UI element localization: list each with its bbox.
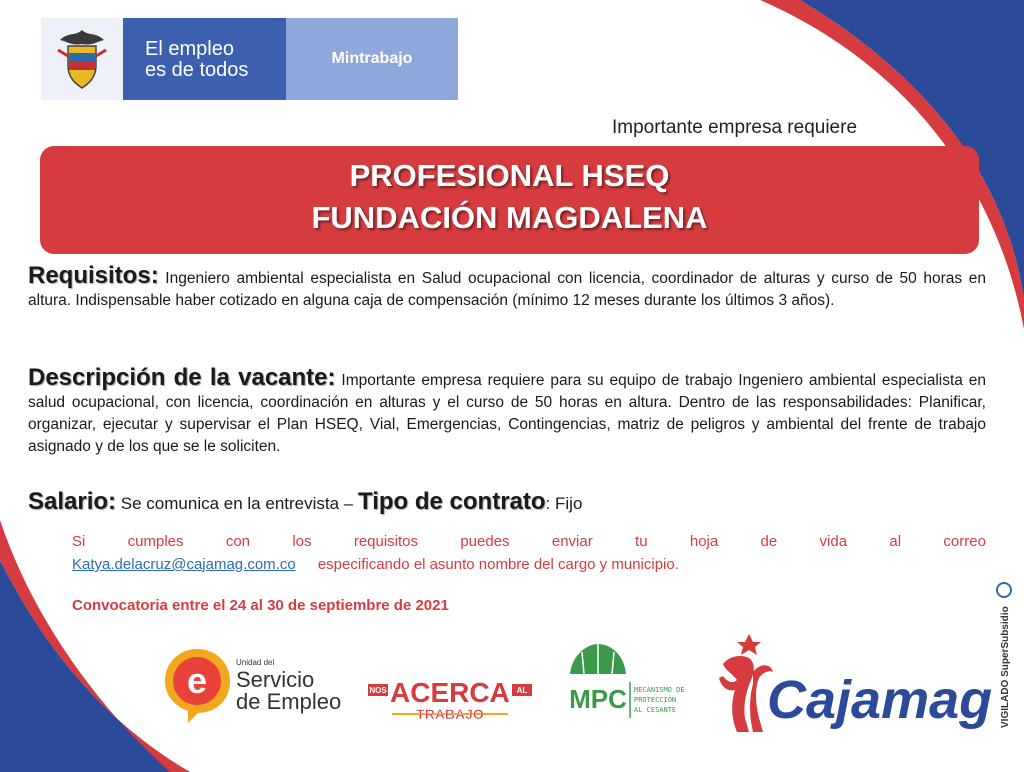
svg-text:e: e	[186, 660, 208, 701]
contact-word: de	[760, 533, 778, 550]
salario-value: Se comunica en la entrevista –	[120, 494, 354, 513]
ministry-label: Mintrabajo	[286, 18, 458, 100]
contact-word: al	[889, 533, 902, 550]
supersubsidio-text: VIGILADO SuperSubsidio	[1000, 606, 1011, 728]
contact-word: Si	[72, 533, 86, 550]
requisitos-heading: Requisitos:	[28, 262, 159, 289]
acerca-trabajo-logo	[368, 672, 532, 724]
descripcion-heading: Descripción de la vacante:	[28, 364, 336, 391]
contact-word: hoja	[689, 533, 719, 550]
contact-word: los	[292, 533, 312, 550]
contrato-label: Tipo de contrato	[357, 488, 546, 515]
servicio-line2: de Empleo	[236, 689, 342, 714]
acerca-sub: TRABAJO	[416, 706, 484, 722]
contact-word: requisitos	[353, 533, 419, 550]
contact-word: puedes	[460, 533, 510, 550]
coat-of-arms-icon	[41, 18, 123, 100]
acerca-right: AL	[516, 686, 528, 695]
slogan-line1: El empleo	[145, 38, 234, 60]
acerca-main: ACERCA	[390, 677, 510, 708]
mpc-line2: PROTECCIÓN	[634, 696, 677, 704]
contact-line2	[72, 553, 986, 576]
tagline: Importante empresa requiere	[612, 117, 858, 138]
job-title-banner	[40, 146, 979, 254]
requisitos-section	[28, 262, 987, 312]
government-banner	[41, 18, 458, 100]
contact-word: cumples	[127, 533, 184, 550]
contact-tail: especificando el asunto nombre del cargo y municipio.	[317, 556, 679, 573]
descripcion-section	[28, 364, 987, 458]
contact-word: vida	[819, 533, 848, 550]
contact-word: tu	[635, 533, 648, 550]
cajamag-text: Cajamag	[767, 670, 993, 730]
supersubsidio-logo	[990, 580, 1018, 730]
mpc-line1: MECANISMO DE	[634, 686, 685, 694]
mpc-text: MPC	[569, 684, 627, 714]
salary-row: Salario: Se comunica en la entrevista – Tipo de contrato: Fijo	[28, 488, 583, 515]
slogan	[123, 18, 286, 100]
company-name: FUNDACIÓN MAGDALENA	[311, 200, 708, 235]
slogan-line2: es de todos	[145, 59, 249, 81]
cajamag-logo	[715, 632, 997, 740]
contact-line1	[72, 530, 986, 553]
acerca-left: NOS	[369, 686, 387, 695]
servicio-small-text: Unidad del	[236, 658, 275, 667]
mpc-logo	[562, 640, 692, 726]
contact-word: correo	[943, 533, 986, 550]
contact-word: con	[225, 533, 251, 550]
job-title: PROFESIONAL HSEQ	[349, 158, 670, 193]
descripcion-label: Descripción de la vacante	[28, 364, 328, 391]
servicio-de-empleo-logo	[162, 645, 352, 723]
contact-instructions	[72, 530, 986, 576]
salario-label-text: Salario	[28, 488, 109, 515]
contrato-value: Fijo	[555, 494, 583, 513]
convocatoria-dates: Convocatoria entre el 24 al 30 de septiembre de 2021	[72, 597, 449, 614]
requisitos-label: Requisitos	[28, 262, 151, 289]
mpc-line3: AL CESANTE	[634, 706, 677, 714]
descripcion-text: Importante empresa requiere para su equipo de trabajo Ingeniero ambiental especialista en salud ocupacional, con licencia, coordinación en alturas y el curso de 50 horas en altura. Dentro de las responsabilidades: Planificar, organizar, ejecutar y supervisar el Plan HSEQ, Vial, Emergencias, Contingencias, matriz de peligros y ambiental del frente de trabajo asignado y de los que se le soliciten.	[28, 372, 987, 455]
requisitos-text: Ingeniero ambiental especialista en Salud ocupacional con licencia, coordinador de alturas y curso de 50 horas en altura. Indispensable haber cotizado en alguna caja de compensación (mínimo 12 meses durante los últimos 3 años).	[28, 270, 987, 309]
servicio-line1: Servicio	[236, 667, 315, 692]
salario-label: Salario:	[28, 488, 117, 515]
contact-word: enviar	[551, 533, 593, 550]
email-link[interactable]: Katya.delacruz@cajamag.com.co	[72, 556, 296, 573]
